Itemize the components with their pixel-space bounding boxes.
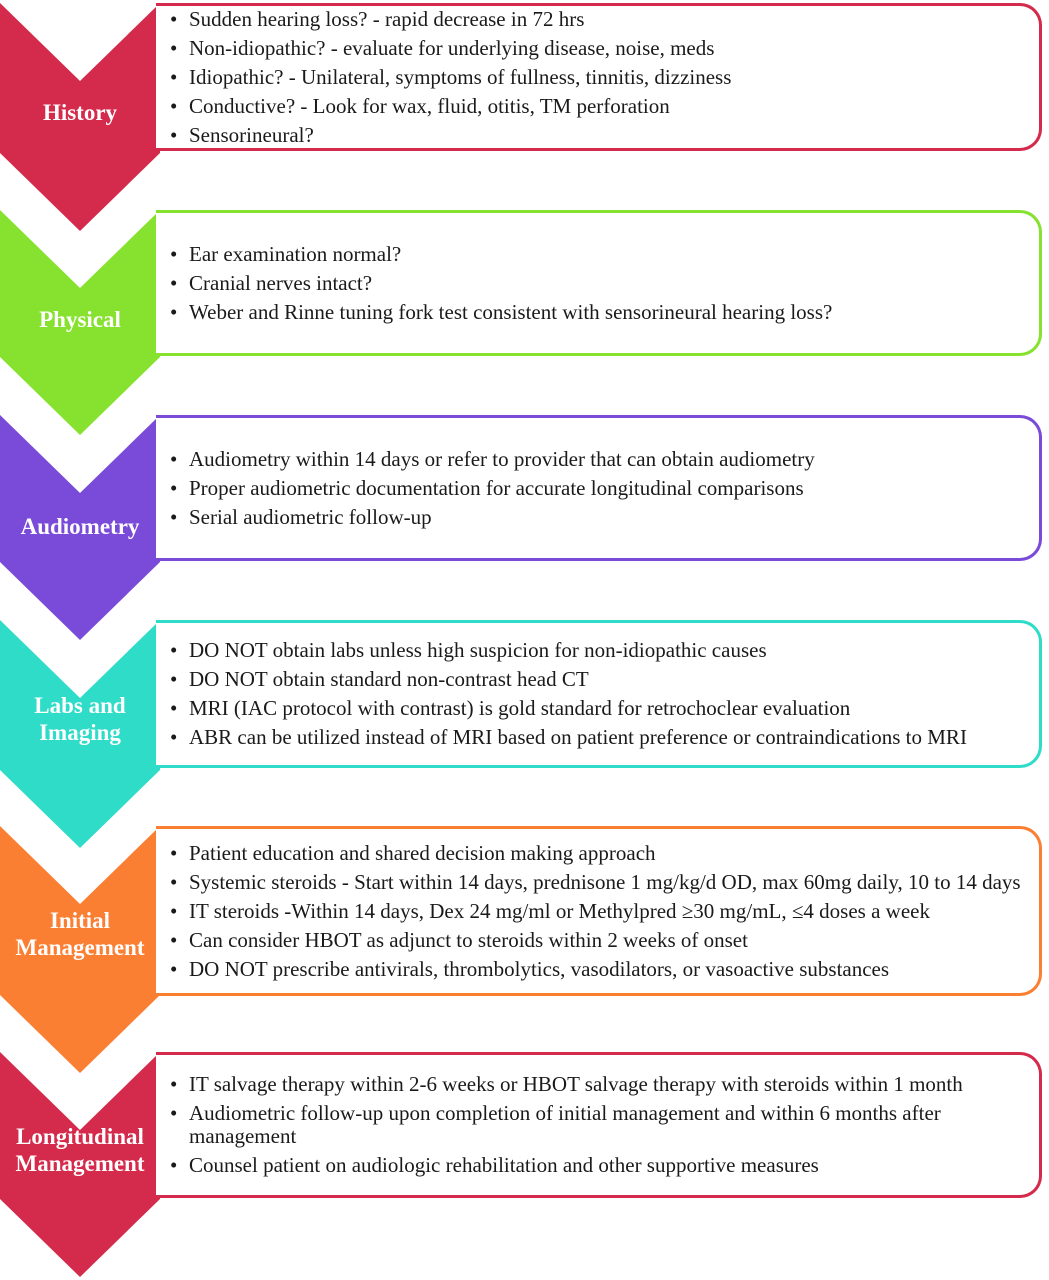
bullet-dot-icon: • [170,475,178,500]
bullet-text: DO NOT prescribe antivirals, thrombolytics, vasodilators, or vasoactive substances [189,956,890,981]
bullet-list [156,8,1039,147]
stage-title [0,692,160,746]
bullet-text: Weber and Rinne tuning fork test consistent with sensorineural hearing loss? [189,299,833,324]
stage-title-line: Management [15,1151,145,1176]
bullet-dot-icon: • [170,93,178,118]
bullet-dot-icon: • [170,869,178,894]
bullet-text: Idiopathic? - Unilateral, symptoms of fullness, tinnitis, dizziness [189,64,732,89]
bullet-item [170,95,1027,118]
stage-title-line: Audiometry [20,513,140,539]
bullet-dot-icon: • [170,241,178,266]
bullet-text: MRI (IAC protocol with contrast) is gold standard for retrochoclear evaluation [189,696,851,720]
stage-title [0,513,160,540]
bullet-text: IT steroids -Within 14 days, Dex 24 mg/ml or Methylpred ≥30 mg/mL, ≤4 doses a week [189,898,930,923]
stage-title-line: Longitudinal [16,1124,144,1149]
bullet-item [170,1154,1027,1177]
bullet-item [170,272,1027,295]
bullet-item [170,668,1027,691]
content-box-history [156,3,1042,151]
bullet-list [156,639,1039,749]
step-initial-management [0,826,1049,1073]
bullet-dot-icon: • [170,1072,178,1096]
content-box-audiometry [156,415,1042,561]
bullet-text: Ear examination normal? [189,241,402,266]
stage-title-line: History [42,99,118,125]
bullet-list [156,842,1039,981]
bullet-item [170,37,1027,60]
bullet-text: Can consider HBOT as adjunct to steroids within 2 weeks of onset [189,927,748,952]
bullet-item [170,1073,1027,1096]
bullet-text: Counsel patient on audiologic rehabilitation and other supportive measures [189,1153,819,1177]
bullet-item [170,124,1027,147]
bullet-text: IT salvage therapy within 2-6 weeks or HBOT salvage therapy with steroids within 1 month [189,1072,963,1096]
bullet-list [156,243,1039,324]
bullet-dot-icon: • [170,898,178,923]
bullet-item [170,726,1027,749]
content-box-initial-management [156,826,1042,996]
bullet-text: Conductive? - Look for wax, fluid, otitis, TM perforation [189,93,670,118]
content-box-longitudinal-management [156,1052,1042,1198]
bullet-text: Non-idiopathic? - evaluate for underlying disease, noise, meds [189,35,715,60]
stage-title [0,99,160,126]
bullet-list [156,448,1039,529]
bullet-dot-icon: • [170,927,178,952]
bullet-item [170,900,1027,923]
bullet-dot-icon: • [170,6,178,31]
bullet-item [170,639,1027,662]
bullet-text: Audiometric follow-up upon completion of initial management and within 6 months after management [189,1101,941,1148]
bullet-text: DO NOT obtain standard non-contrast head CT [189,667,589,691]
bullet-dot-icon: • [170,299,178,324]
stage-title-line: Imaging [39,720,121,745]
bullet-text: Audiometry within 14 days or refer to provider that can obtain audiometry [189,446,815,471]
bullet-item [170,66,1027,89]
stage-title-line: Management [15,935,145,960]
bullet-dot-icon: • [170,667,178,691]
stage-title-line: Labs and [34,693,126,718]
step-labs-imaging [0,620,1049,848]
bullet-dot-icon: • [170,638,178,662]
stage-title [0,907,160,961]
bullet-dot-icon: • [170,64,178,89]
bullet-dot-icon: • [170,696,178,720]
bullet-text: Proper audiometric documentation for accurate longitudinal comparisons [189,475,804,500]
bullet-text: Sudden hearing loss? - rapid decrease in 72 hrs [189,6,585,31]
stage-title [0,1123,160,1177]
stage-title-line: Initial [49,908,111,933]
bullet-item [170,1102,1027,1148]
bullet-item [170,8,1027,31]
bullet-item [170,929,1027,952]
bullet-text: Systemic steroids - Start within 14 days, prednisone 1 mg/kg/d OD, max 60mg daily, 10 to 14 days [189,869,1021,894]
bullet-dot-icon: • [170,725,178,749]
bullet-text: Sensorineural? [189,122,314,147]
stage-title [0,306,160,333]
content-box-labs-imaging [156,620,1042,768]
bullet-item [170,697,1027,720]
bullet-dot-icon: • [170,446,178,471]
bullet-dot-icon: • [170,122,178,147]
bullet-dot-icon: • [170,840,178,865]
bullet-dot-icon: • [170,270,178,295]
bullet-dot-icon: • [170,35,178,60]
bullet-item [170,871,1027,894]
content-box-physical [156,210,1042,356]
step-history [0,3,1049,231]
stage-title-line: Physical [39,306,121,332]
bullet-text: Cranial nerves intact? [189,270,373,295]
bullet-item [170,448,1027,471]
bullet-dot-icon: • [170,504,178,529]
bullet-item [170,301,1027,324]
bullet-dot-icon: • [170,1153,178,1177]
bullet-dot-icon: • [170,956,178,981]
step-audiometry [0,415,1049,640]
step-longitudinal-management [0,1052,1049,1277]
bullet-list [156,1073,1039,1177]
bullet-item [170,477,1027,500]
bullet-dot-icon: • [170,1101,178,1125]
bullet-item [170,958,1027,981]
bullet-item [170,506,1027,529]
bullet-text: ABR can be utilized instead of MRI based on patient preference or contraindications to MRI [189,725,967,749]
bullet-text: Patient education and shared decision making approach [189,840,656,865]
bullet-item [170,243,1027,266]
bullet-text: Serial audiometric follow-up [189,504,432,529]
bullet-item [170,842,1027,865]
step-physical [0,210,1049,435]
bullet-text: DO NOT obtain labs unless high suspicion for non-idiopathic causes [189,638,767,662]
